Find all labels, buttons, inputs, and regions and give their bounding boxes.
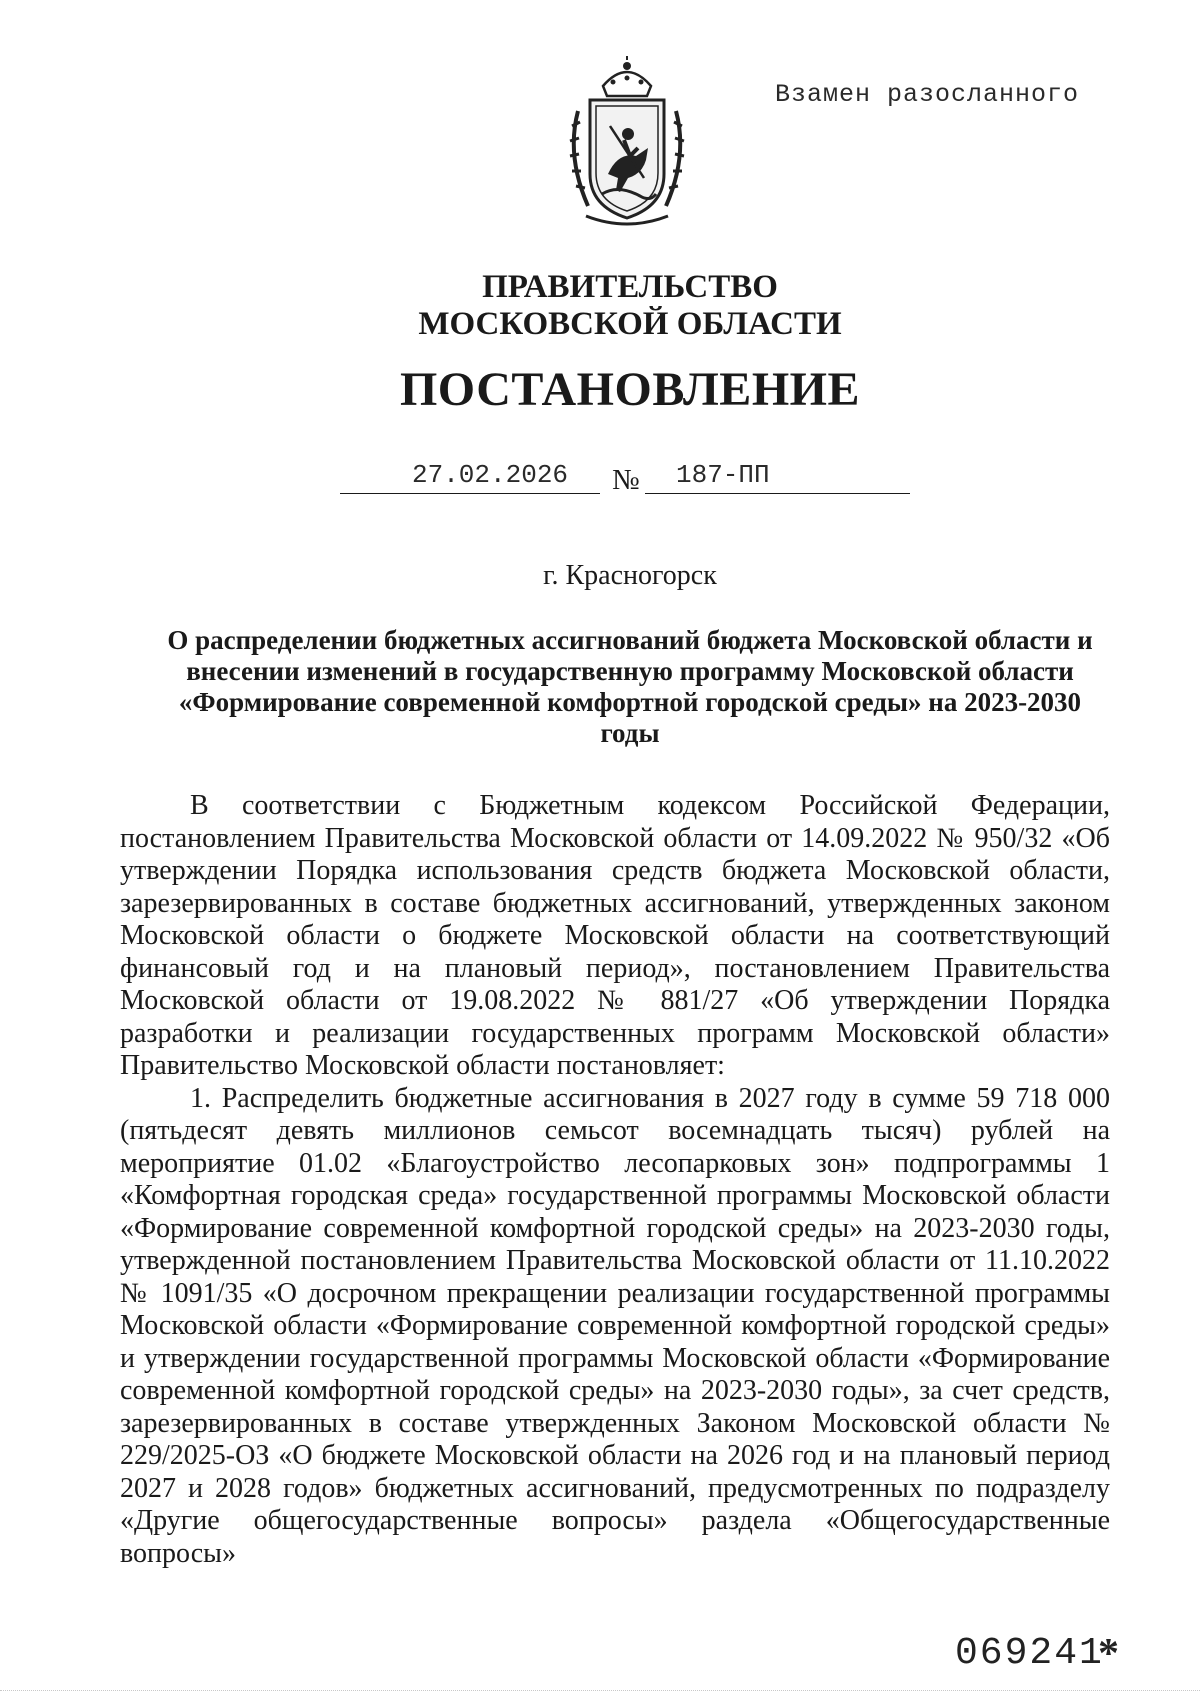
document-type-title: ПОСТАНОВЛЕНИЕ — [399, 363, 861, 416]
coat-of-arms-emblem — [558, 56, 696, 228]
body-paragraph-item-1: 1. Распределить бюджетные ассигнования в 2027 году в сумме 59 718 000 (пятьдесят девять миллионов семьсот восемнадцать тысяч) рублей на мероприятие 01.02 «Благоустройство лесопарковых зон» подпрограммы 1 «Комфортная городская среда» государственной программы Московской области «Формирование современной комфортной городской среды» на 2023-2030 годы, утвержденной постановлением Правительства Московской области от 11.10.2022 № 1091/35 «О досрочном прекращении реализации государственной программы Московской области «Формирование современной комфортной городской среды» и утверждении государственной программы Московской области «Формирование современной комфортной городской среды» на 2023-2030 годы», за счет средств, зарезервированных в составе утвержденных Законом Московской области № 229/2025-ОЗ «О бюджете Московской области на 2026 год и на плановый период 2027 и 2028 годов» бюджетных ассигнований, предусмотренных по подразделу «Другие общегосударственные вопросы» раздела «Общегосударственные вопросы» — [120, 1082, 1110, 1569]
scan-edge-dots — [0, 1690, 1200, 1693]
number-underline — [645, 493, 910, 494]
number-sign: № — [612, 464, 640, 496]
document-date: 27.02.2026 — [412, 460, 569, 490]
body-paragraph-preamble: В соответствии с Бюджетным кодексом Российской Федерации, постановлением Правительства Московской области от 14.09.2022 № 950/32 «Об утверждении Порядка использования средств бюджета Московской области, зарезервированных в составе бюджетных ассигнований, утвержденных законом Московской области о бюджете Московской области на соответствующий финансовый год и на плановый период», постановлением Правительства Московской области от 19.08.2022 № 881/27 «Об утверждении Порядка разработки и реализации государственных программ Московской области» Правительство Московской области постановляет: — [120, 790, 1110, 1081]
government-title-line1: ПРАВИТЕЛЬСТВО — [482, 269, 778, 305]
government-title-line2: МОСКОВСКОЙ ОБЛАСТИ — [418, 306, 842, 342]
document-number: 187-ПП — [676, 460, 770, 490]
serial-number: 069241 — [955, 1632, 1104, 1675]
replacement-stamp: Взамен разосланного — [775, 80, 1080, 109]
city-label: г. Красногорск — [543, 560, 717, 591]
document-body — [120, 790, 1110, 1570]
date-underline — [340, 493, 600, 494]
document-subject: О распределении бюджетных ассигнований бюджета Московской области и внесении изменений в государственную программу Московской области «Формирование современной комфортной городской среды» на 2023-2030 годы — [167, 625, 1093, 748]
serial-asterisk-mark: * — [1098, 1631, 1119, 1677]
